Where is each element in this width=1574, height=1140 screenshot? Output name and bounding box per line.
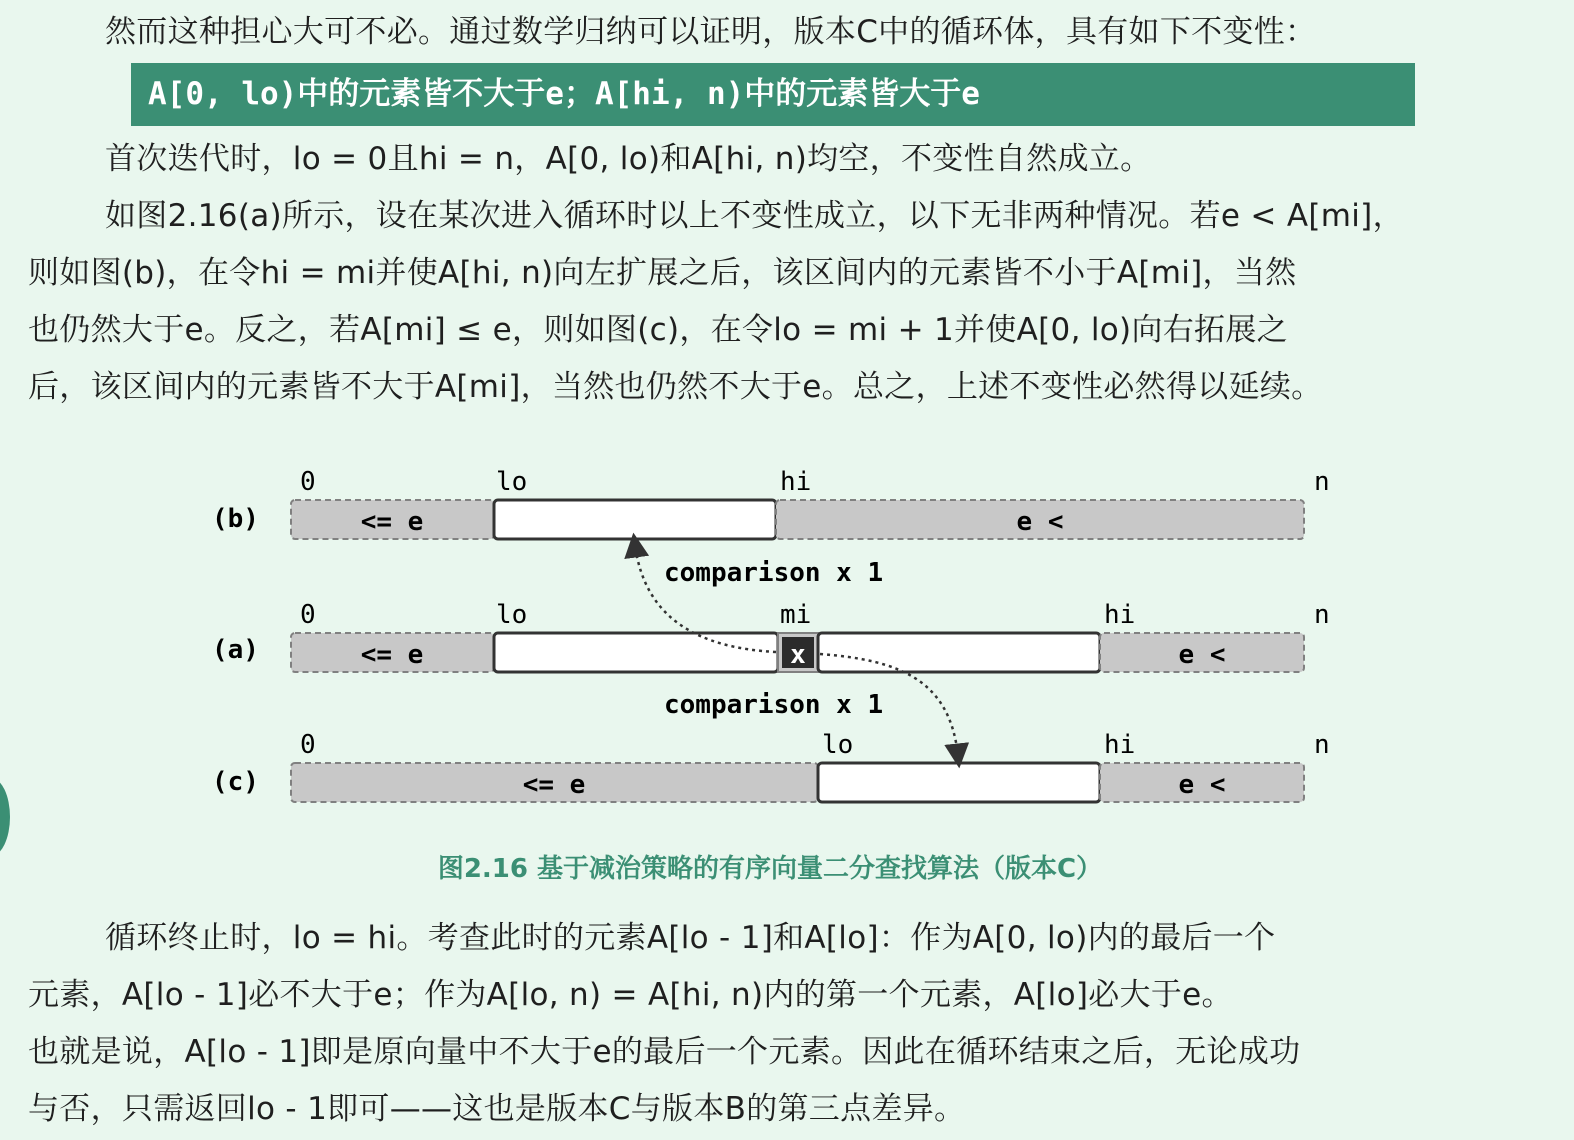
row-a-range-left <box>494 633 778 672</box>
para3-line-1: 循环终止时，lo = hi。考查此时的元素A[lo - 1]和A[lo]：作为A[0, lo)内的最后一个 <box>105 920 1276 956</box>
row-c-mark-lo: lo <box>822 730 854 760</box>
row-a-pivot-text: x <box>790 640 806 670</box>
row-a-mark-lo: lo <box>496 600 528 630</box>
row-c-label: (c) <box>212 767 259 797</box>
para2-line-2: 则如图(b)，在令hi = mi并使A[hi, n)向左扩展之后，该区间内的元素皆不小于A[mi]，当然 <box>28 255 1297 291</box>
comparison-top-label: comparison x 1 <box>664 558 884 588</box>
row-a-right-text: e < <box>1178 640 1226 670</box>
row-a-label: (a) <box>212 635 259 665</box>
intro-line: 然而这种担心大可不必。通过数学归纳可以证明，版本C中的循环体，具有如下不变性： <box>105 14 1317 50</box>
row-b-right-text: e < <box>1016 507 1064 537</box>
row-b-mark-lo: lo <box>496 467 528 497</box>
row-b-mark-0: 0 <box>300 467 316 497</box>
para2-line-3: 也仍然大于e。反之，若A[mi] ≤ e，则如图(c)，在令lo = mi + 1并使A[0, lo)向右拓展之 <box>28 312 1288 348</box>
row-c-mark-0: 0 <box>300 730 316 760</box>
row-c-search-range <box>818 763 1100 802</box>
row-a-range-right <box>818 633 1100 672</box>
row-a-left-text: <= e <box>360 640 424 670</box>
row-a-mark-n: n <box>1314 600 1330 630</box>
figure-caption: 图2.16 基于减治策略的有序向量二分查找算法（版本C） <box>437 854 1103 884</box>
para1-line: 首次迭代时，lo = 0且hi = n，A[0, lo)和A[hi, n)均空，不变性自然成立。 <box>105 141 1152 177</box>
invariant-text: A[0, lo)中的元素皆不大于e；A[hi, n)中的元素皆大于e <box>148 76 980 112</box>
para-termination <box>28 910 1528 1138</box>
row-c-mark-n: n <box>1314 730 1330 760</box>
row-a-mark-hi: hi <box>1104 600 1136 630</box>
row-c-mark-hi: hi <box>1104 730 1136 760</box>
para2-line-4: 后，该区间内的元素皆不大于A[mi]，当然也仍然不大于e。总之，上述不变性必然得以延续。 <box>28 369 1323 405</box>
para3-line-3: 也就是说，A[lo - 1]即是原向量中不大于e的最后一个元素。因此在循环结束之后，无论成功 <box>28 1034 1301 1070</box>
row-a-mark-0: 0 <box>300 600 316 630</box>
row-b-label: (b) <box>212 504 259 534</box>
row-b-left-text: <= e <box>360 507 424 537</box>
row-c-left-text: <= e <box>522 770 586 800</box>
para3-line-4: 与否，只需返回lo - 1即可——这也是版本C与版本B的第三点差异。 <box>28 1091 966 1127</box>
para3-line-2: 元素，A[lo - 1]必不大于e；作为A[lo, n) = A[hi, n)内的第一个元素，A[lo]必大于e。 <box>28 977 1233 1013</box>
para2-line-1: 如图2.16(a)所示，设在某次进入循环时以上不变性成立，以下无非两种情况。若e < A[mi]， <box>105 198 1404 234</box>
row-a-mark-mi: mi <box>780 600 812 630</box>
row-c-right-text: e < <box>1178 770 1226 800</box>
row-b-mark-hi: hi <box>780 467 812 497</box>
comparison-bottom-label: comparison x 1 <box>664 690 884 720</box>
row-b-mark-n: n <box>1314 467 1330 497</box>
row-b-search-range <box>494 500 776 539</box>
